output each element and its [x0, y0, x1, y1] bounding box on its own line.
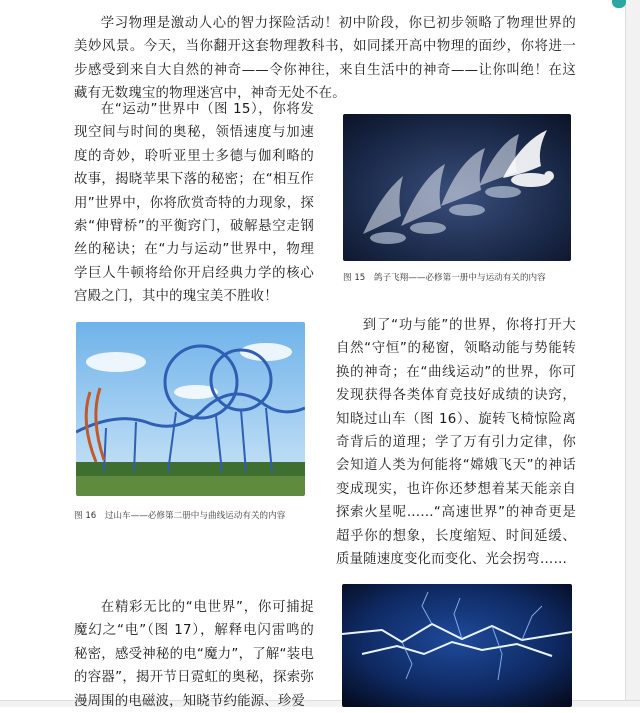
figure-15-caption: 图 15 鸽子飞翔——必修第一册中与运动有关的内容: [343, 273, 546, 283]
motion-paragraph: [74, 98, 314, 309]
roller-coaster-photo: [76, 322, 305, 496]
motion-text: 在“运动”世界中（图 15），你将发现空间与时间的奥秘，领悟速度与加速度的奇妙，聆听亚里士多德与伽利略的故事，揭晓苹果下落的秘密；在“相互作用”世界中，你将欣赏奇特的力现象，探索“伸臂桥”的平衡窍门，破解悬空走钢丝的秘诀；在“力与运动”世界中，物理学巨人牛顿将给你开启经典力学的核心宫殿之门，其中的瑰宝美不胜收！: [74, 102, 314, 305]
lightning-photo: [342, 584, 572, 707]
electric-text: 在精彩无比的“电世界”，你可捕捉魔幻之“电”（图 17），解释电闪雷鸣的秘密，感受神秘的电“魔力”，了解“装电的容器”，揭开节日霓虹的奥秘，探索弥漫周围的电磁波，知晓节约能源、珍爱: [74, 600, 314, 709]
page-edge-right: [625, 0, 640, 707]
electric-paragraph: [74, 596, 314, 713]
intro-paragraph: [74, 12, 576, 106]
energy-paragraph: [336, 314, 576, 571]
intro-text: 学习物理是激动人心的智力探险活动！初中阶段，你已初步领略了物理世界的美妙风景。今天，当你翻开这套物理教科书，如同揉开高中物理的面纱，你将进一步感受到来自大自然的神奇——令你神往，来自生活中的神奇——让你叫绝！在这藏有无数瑰宝的物理迷宫中，神奇无处不在。: [74, 16, 576, 102]
figure-16: [76, 322, 305, 496]
figure-17: [342, 584, 572, 707]
doves-photo: [343, 114, 571, 261]
figure-15: [343, 114, 571, 261]
figure-16-caption: 图 16 过山车——必修第二册中与曲线运动有关的内容: [74, 511, 286, 521]
corner-tab-mark: [612, 0, 626, 8]
energy-text: 到了“功与能”的世界，你将打开大自然“守恒”的秘窗，领略动能与势能转换的神奇；在“曲线运动”的世界，你可发现获得各类体育竞技好成绩的诀窍，知晓过山车（图 16）、旋转飞椅惊险离奇背后的道理；学了万有引力定律，你会知道人类为何能将“嫦娥飞天”的神话变成现实，也许你还梦想着某天能亲自探索火星呢……“高速世界”的神奇更是超乎你的想象，长度缩短、时间延缓、质量随速度变化而变化、光会拐弯……: [336, 318, 576, 568]
